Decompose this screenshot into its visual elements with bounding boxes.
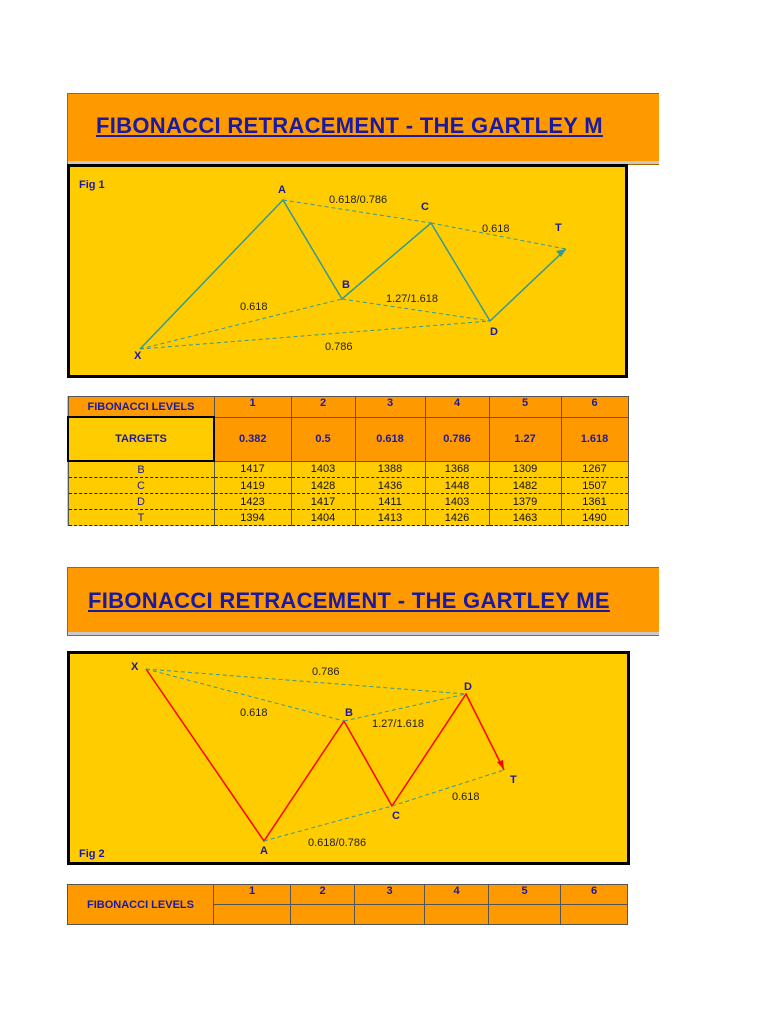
fig1-ratio-xd: 0.786 bbox=[325, 341, 353, 353]
table-cell: 1482 bbox=[489, 478, 561, 494]
level-cell-empty bbox=[291, 905, 355, 925]
table-cell: 1490 bbox=[561, 510, 628, 526]
fig1-ratio-ac: 0.618/0.786 bbox=[329, 194, 388, 206]
table-cell: 1267 bbox=[561, 461, 628, 478]
fig2-dash-b-d bbox=[344, 694, 466, 721]
table-cell: 1463 bbox=[489, 510, 561, 526]
table-cell: 1403 bbox=[425, 494, 489, 510]
row-name: T bbox=[68, 510, 214, 526]
ratio-cell: 0.786 bbox=[425, 417, 489, 461]
ratio-cell: 1.27 bbox=[489, 417, 561, 461]
level-header: 6 bbox=[561, 397, 628, 418]
fig2-ratio-xb: 0.618 bbox=[240, 707, 268, 719]
fig1-point-x: X bbox=[134, 350, 142, 362]
level-header: 3 bbox=[355, 885, 425, 905]
level-header: 5 bbox=[489, 397, 561, 418]
table-cell: 1413 bbox=[355, 510, 425, 526]
table-cell: 1428 bbox=[291, 478, 355, 494]
level-header: 4 bbox=[425, 885, 489, 905]
ratio-cell: 1.618 bbox=[561, 417, 628, 461]
level-header: 6 bbox=[561, 885, 628, 905]
level-header: 1 bbox=[214, 885, 291, 905]
fig1-point-d: D bbox=[490, 326, 498, 338]
fig1-ratio-ct: 0.618 bbox=[482, 223, 510, 235]
fig1-dash-x-d bbox=[140, 321, 490, 349]
table-row-d bbox=[68, 494, 628, 510]
fig1-chart bbox=[67, 164, 628, 378]
targets-label: TARGETS bbox=[68, 417, 214, 461]
row-name: D bbox=[68, 494, 214, 510]
level-cell-empty bbox=[355, 905, 425, 925]
section1-title: FIBONACCI RETRACEMENT - THE GARTLEY M bbox=[96, 113, 603, 138]
fig2-chart bbox=[67, 651, 630, 865]
fig2-ratio-bd: 1.27/1.618 bbox=[372, 718, 424, 730]
section2-title: FIBONACCI RETRACEMENT - THE GARTLEY ME bbox=[88, 588, 610, 613]
level-cell-empty bbox=[561, 905, 628, 925]
ratio-cell: 0.382 bbox=[214, 417, 291, 461]
table-cell: 1426 bbox=[425, 510, 489, 526]
fig1-point-a: A bbox=[278, 184, 286, 196]
fig2-ratio-ct: 0.618 bbox=[452, 791, 480, 803]
level-header: 2 bbox=[291, 397, 355, 418]
fig2-point-c: C bbox=[392, 810, 400, 822]
fig1-point-t: T bbox=[555, 222, 562, 234]
table-cell: 1417 bbox=[214, 461, 291, 478]
level-cell-empty bbox=[489, 905, 561, 925]
fig2-point-d: D bbox=[464, 681, 472, 693]
fig1-arrowhead-t bbox=[556, 249, 566, 257]
ratio-cell: 0.618 bbox=[355, 417, 425, 461]
table-cell: 1423 bbox=[214, 494, 291, 510]
fib-table-2 bbox=[67, 884, 628, 925]
level-header: 3 bbox=[355, 397, 425, 418]
section1-banner bbox=[67, 93, 659, 165]
table-cell: 1411 bbox=[355, 494, 425, 510]
table-cell: 1309 bbox=[489, 461, 561, 478]
fig2-point-x: X bbox=[131, 661, 139, 673]
level-header: 5 bbox=[489, 885, 561, 905]
fib-levels-label: FIBONACCI LEVELS bbox=[68, 885, 214, 925]
level-header: 2 bbox=[291, 885, 355, 905]
fig1-point-c: C bbox=[421, 201, 429, 213]
fig2-point-a: A bbox=[260, 845, 268, 857]
level-cell-empty bbox=[425, 905, 489, 925]
fig2-point-t: T bbox=[510, 774, 517, 786]
table-cell: 1404 bbox=[291, 510, 355, 526]
fig2-dash-c-t bbox=[392, 770, 504, 806]
table-row-b bbox=[68, 461, 628, 478]
level-header: 1 bbox=[214, 397, 291, 418]
table-cell: 1419 bbox=[214, 478, 291, 494]
table-row-t bbox=[68, 510, 628, 526]
fig2-ratio-xd: 0.786 bbox=[312, 666, 340, 678]
fig1-ratio-bd: 1.27/1.618 bbox=[386, 293, 438, 305]
table-cell: 1417 bbox=[291, 494, 355, 510]
fig2-ratio-ac: 0.618/0.786 bbox=[308, 837, 367, 849]
fig1-ratio-xb: 0.618 bbox=[240, 301, 268, 313]
fig2-svg bbox=[70, 654, 627, 862]
fig1-point-b: B bbox=[342, 279, 350, 291]
fig2-name: Fig 2 bbox=[79, 848, 105, 860]
table-cell: 1388 bbox=[355, 461, 425, 478]
table-cell: 1368 bbox=[425, 461, 489, 478]
table-cell: 1436 bbox=[355, 478, 425, 494]
fig1-svg bbox=[70, 167, 625, 375]
table-cell: 1507 bbox=[561, 478, 628, 494]
section2-banner bbox=[67, 567, 659, 636]
table-row-c bbox=[68, 478, 628, 494]
fib-table-1 bbox=[67, 396, 629, 526]
fig2-point-b: B bbox=[345, 707, 353, 719]
fig2-pattern-line bbox=[146, 669, 504, 841]
table-cell: 1379 bbox=[489, 494, 561, 510]
fig1-name: Fig 1 bbox=[79, 179, 105, 191]
table-cell: 1403 bbox=[291, 461, 355, 478]
level-cell-empty bbox=[214, 905, 291, 925]
fib-levels-label: FIBONACCI LEVELS bbox=[68, 397, 214, 418]
row-name: C bbox=[68, 478, 214, 494]
fig2-arrowhead-t bbox=[497, 760, 504, 770]
table-cell: 1448 bbox=[425, 478, 489, 494]
table-cell: 1361 bbox=[561, 494, 628, 510]
table-cell: 1394 bbox=[214, 510, 291, 526]
level-header: 4 bbox=[425, 397, 489, 418]
banner-shadow bbox=[68, 632, 659, 635]
row-name: B bbox=[68, 461, 214, 478]
ratio-cell: 0.5 bbox=[291, 417, 355, 461]
